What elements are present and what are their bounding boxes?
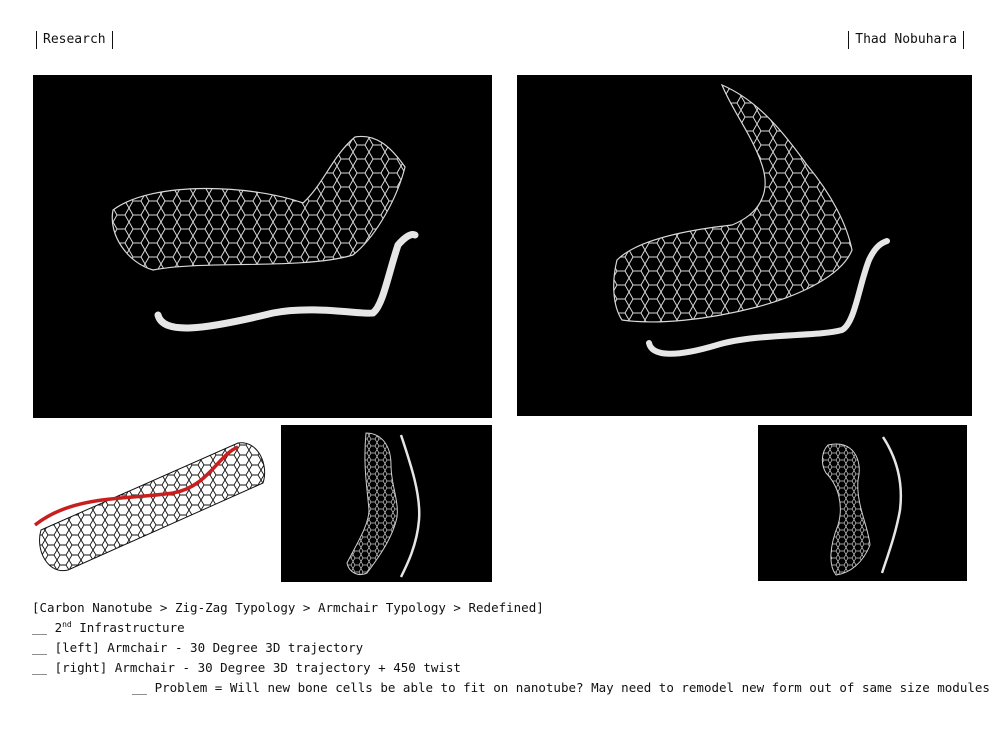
caption-line-problem: __ Problem = Will new bone cells be able to fit on nanotube? May need to remodel new form out of same size modules — [132, 680, 990, 695]
header-author-label: Thad Nobuhara — [848, 31, 964, 49]
caption-block — [32, 598, 990, 698]
render-small-center — [281, 425, 492, 582]
render-left-svg — [33, 75, 492, 418]
render-small-center-svg — [281, 425, 492, 582]
caption-line-left: __ [left] Armchair - 30 Degree 3D trajectory — [32, 640, 364, 655]
caption-line2-sup: nd — [62, 619, 72, 629]
caption-line2-suffix: Infrastructure — [71, 620, 185, 635]
caption-line-infrastructure — [32, 618, 972, 638]
caption-line-taxonomy: [Carbon Nanotube > Zig-Zag Typology > Armchair Typology > Redefined] — [32, 600, 544, 615]
render-right-svg — [517, 75, 972, 416]
nanotube-diagram-svg — [33, 435, 271, 575]
render-left-armchair — [33, 75, 492, 418]
render-small-right-svg — [758, 425, 967, 581]
header-section-label: Research — [36, 31, 113, 49]
caption-line-right: __ [right] Armchair - 30 Degree 3D trajectory + 450 twist — [32, 660, 461, 675]
nanotube-diagram — [33, 435, 271, 575]
render-right-twist — [517, 75, 972, 416]
render-small-right — [758, 425, 967, 581]
caption-line2-prefix: __ 2 — [32, 620, 63, 635]
